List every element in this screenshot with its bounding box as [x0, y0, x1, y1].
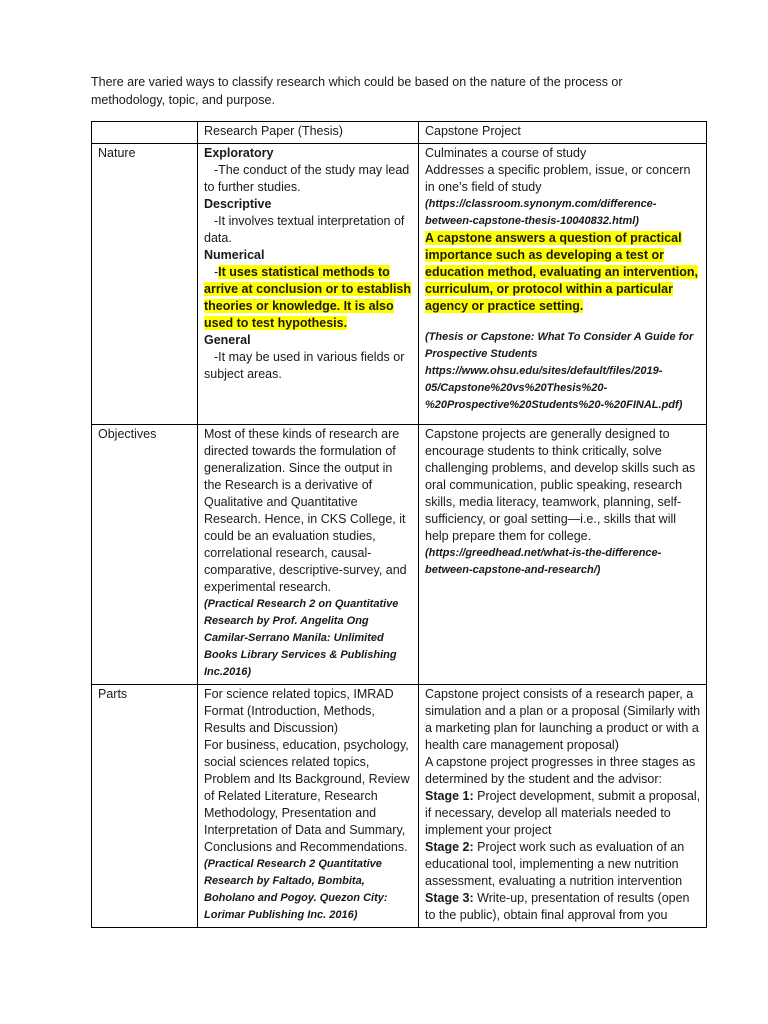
header-capstone-project: Capstone Project — [419, 122, 707, 144]
item-description: -It may be used in various fields or subject areas. — [204, 350, 405, 381]
intro-paragraph: There are varied ways to classify research which could be based on the nature of the process or methodology, topic, and purpose. — [91, 75, 623, 107]
item-description: -It involves textual interpretation of data. — [204, 214, 405, 245]
stage-2 — [425, 839, 701, 890]
stage-label: Stage 3: — [425, 891, 474, 905]
item-dash: - — [214, 265, 219, 279]
stage-text: Project development, submit a proposal, if necessary, develop all materials needed to implement your project — [425, 789, 701, 837]
row-label-parts: Parts — [92, 685, 198, 928]
stage-3 — [425, 890, 701, 924]
objectives-thesis-cell — [198, 425, 419, 685]
parts-thesis-paragraph: For science related topics, IMRAD Format (Introduction, Methods, Results and Discussion) — [204, 687, 394, 735]
nature-item-numerical — [204, 247, 413, 332]
item-heading: Exploratory — [204, 146, 274, 160]
parts-thesis-paragraph: For business, education, psychology, social sciences related topics, Problem and Its Background, Review of Related Literature, Research Methodology, Presentation and Interpretation of Data and Summary, Conclusions and Recommendations. — [204, 738, 410, 854]
parts-capstone-paragraph: A capstone project progresses in three stages as determined by the student and the advisor: — [425, 755, 696, 786]
research-comparison-table — [91, 121, 707, 928]
table-row-objectives — [92, 425, 707, 685]
stage-text: Project work such as evaluation of an educational tool, implementing a new nutrition assessment, evaluating a nutrition intervention — [425, 840, 685, 888]
item-heading: Numerical — [204, 248, 265, 262]
stage-text: Write-up, presentation of results (open to the public), obtain final approval from you — [425, 891, 690, 922]
nature-capstone-cell — [419, 144, 707, 425]
table-row-parts — [92, 685, 707, 928]
highlighted-text: It uses statistical methods to arrive at conclusion or to establish theories or knowledge. It is also used to test hypothesis. — [204, 265, 412, 330]
parts-capstone-cell — [419, 685, 707, 928]
stage-1 — [425, 788, 701, 839]
row-label-nature: Nature — [92, 144, 198, 425]
objectives-capstone-text: Capstone projects are generally designed to encourage students to think critically, solve challenging problems, and develop skills such as oral communication, public speaking, research skills, media literacy, teamwork, planning, self-sufficiency, or goal setting—i.e., skills that will help prepare them for college. — [425, 427, 696, 543]
nature-item-descriptive — [204, 196, 413, 247]
source-citation: (https://classroom.synonym.com/difference-between-capstone-thesis-10040832.html) — [425, 198, 657, 227]
item-description — [204, 264, 413, 332]
row-label-objectives: Objectives — [92, 425, 198, 685]
nature-thesis-cell — [198, 144, 419, 425]
highlighted-text: A capstone answers a question of practical importance such as developing a test or education method, evaluating an intervention, curriculum, or protocol within a particular agency or practice setting. — [425, 231, 698, 313]
header-corner-cell — [92, 122, 198, 144]
nature-item-general — [204, 332, 413, 383]
stage-label: Stage 1: — [425, 789, 474, 803]
nature-item-exploratory — [204, 145, 413, 196]
parts-capstone-paragraph: Capstone project consists of a research paper, a simulation and a plan or a proposal (Similarly with a marketing plan for launching a product or with a health care management proposal) — [425, 687, 701, 752]
source-citation: (Practical Research 2 Quantitative Research by Faltado, Bombita, Boholano and Pogoy. Quezon City: Lorimar Publishing Inc. 2016) — [204, 858, 388, 921]
source-citation: (Practical Research 2 on Quantitative Research by Prof. Angelita Ong Camilar-Serrano Manila: Unlimited Books Library Services & Publishing Inc.2016) — [204, 598, 399, 678]
objectives-thesis-text: Most of these kinds of research are directed towards the formulation of generalization. Since the output in the Research is a derivative of Qualitative and Quantitative Research. Hence, in CKS College, it could be an evaluation studies, correlational research, causal-comparative, descriptive-survey, and experimental research. — [204, 427, 407, 594]
table-header-row — [92, 122, 707, 144]
header-research-paper: Research Paper (Thesis) — [198, 122, 419, 144]
item-heading: General — [204, 333, 251, 347]
item-description: -The conduct of the study may lead to further studies. — [204, 163, 410, 194]
highlighted-paragraph — [425, 230, 701, 315]
table-body — [92, 122, 707, 928]
source-citation: (https://greedhead.net/what-is-the-difference-between-capstone-and-research/) — [425, 547, 662, 576]
source-citation: (Thesis or Capstone: What To Consider A Guide for Prospective Students https://www.ohsu.edu/sites/default/files/2019-05/Capstone%20vs%20Thesis%20-%20Prospective%20Students%20-%20FINAL.pdf) — [425, 331, 694, 411]
capstone-line: Culminates a course of study — [425, 146, 587, 160]
item-heading: Descriptive — [204, 197, 272, 211]
stage-label: Stage 2: — [425, 840, 474, 854]
parts-thesis-cell — [198, 685, 419, 928]
objectives-capstone-cell — [419, 425, 707, 685]
capstone-line: Addresses a specific problem, issue, or concern in one’s field of study — [425, 163, 691, 194]
table-row-nature — [92, 144, 707, 425]
